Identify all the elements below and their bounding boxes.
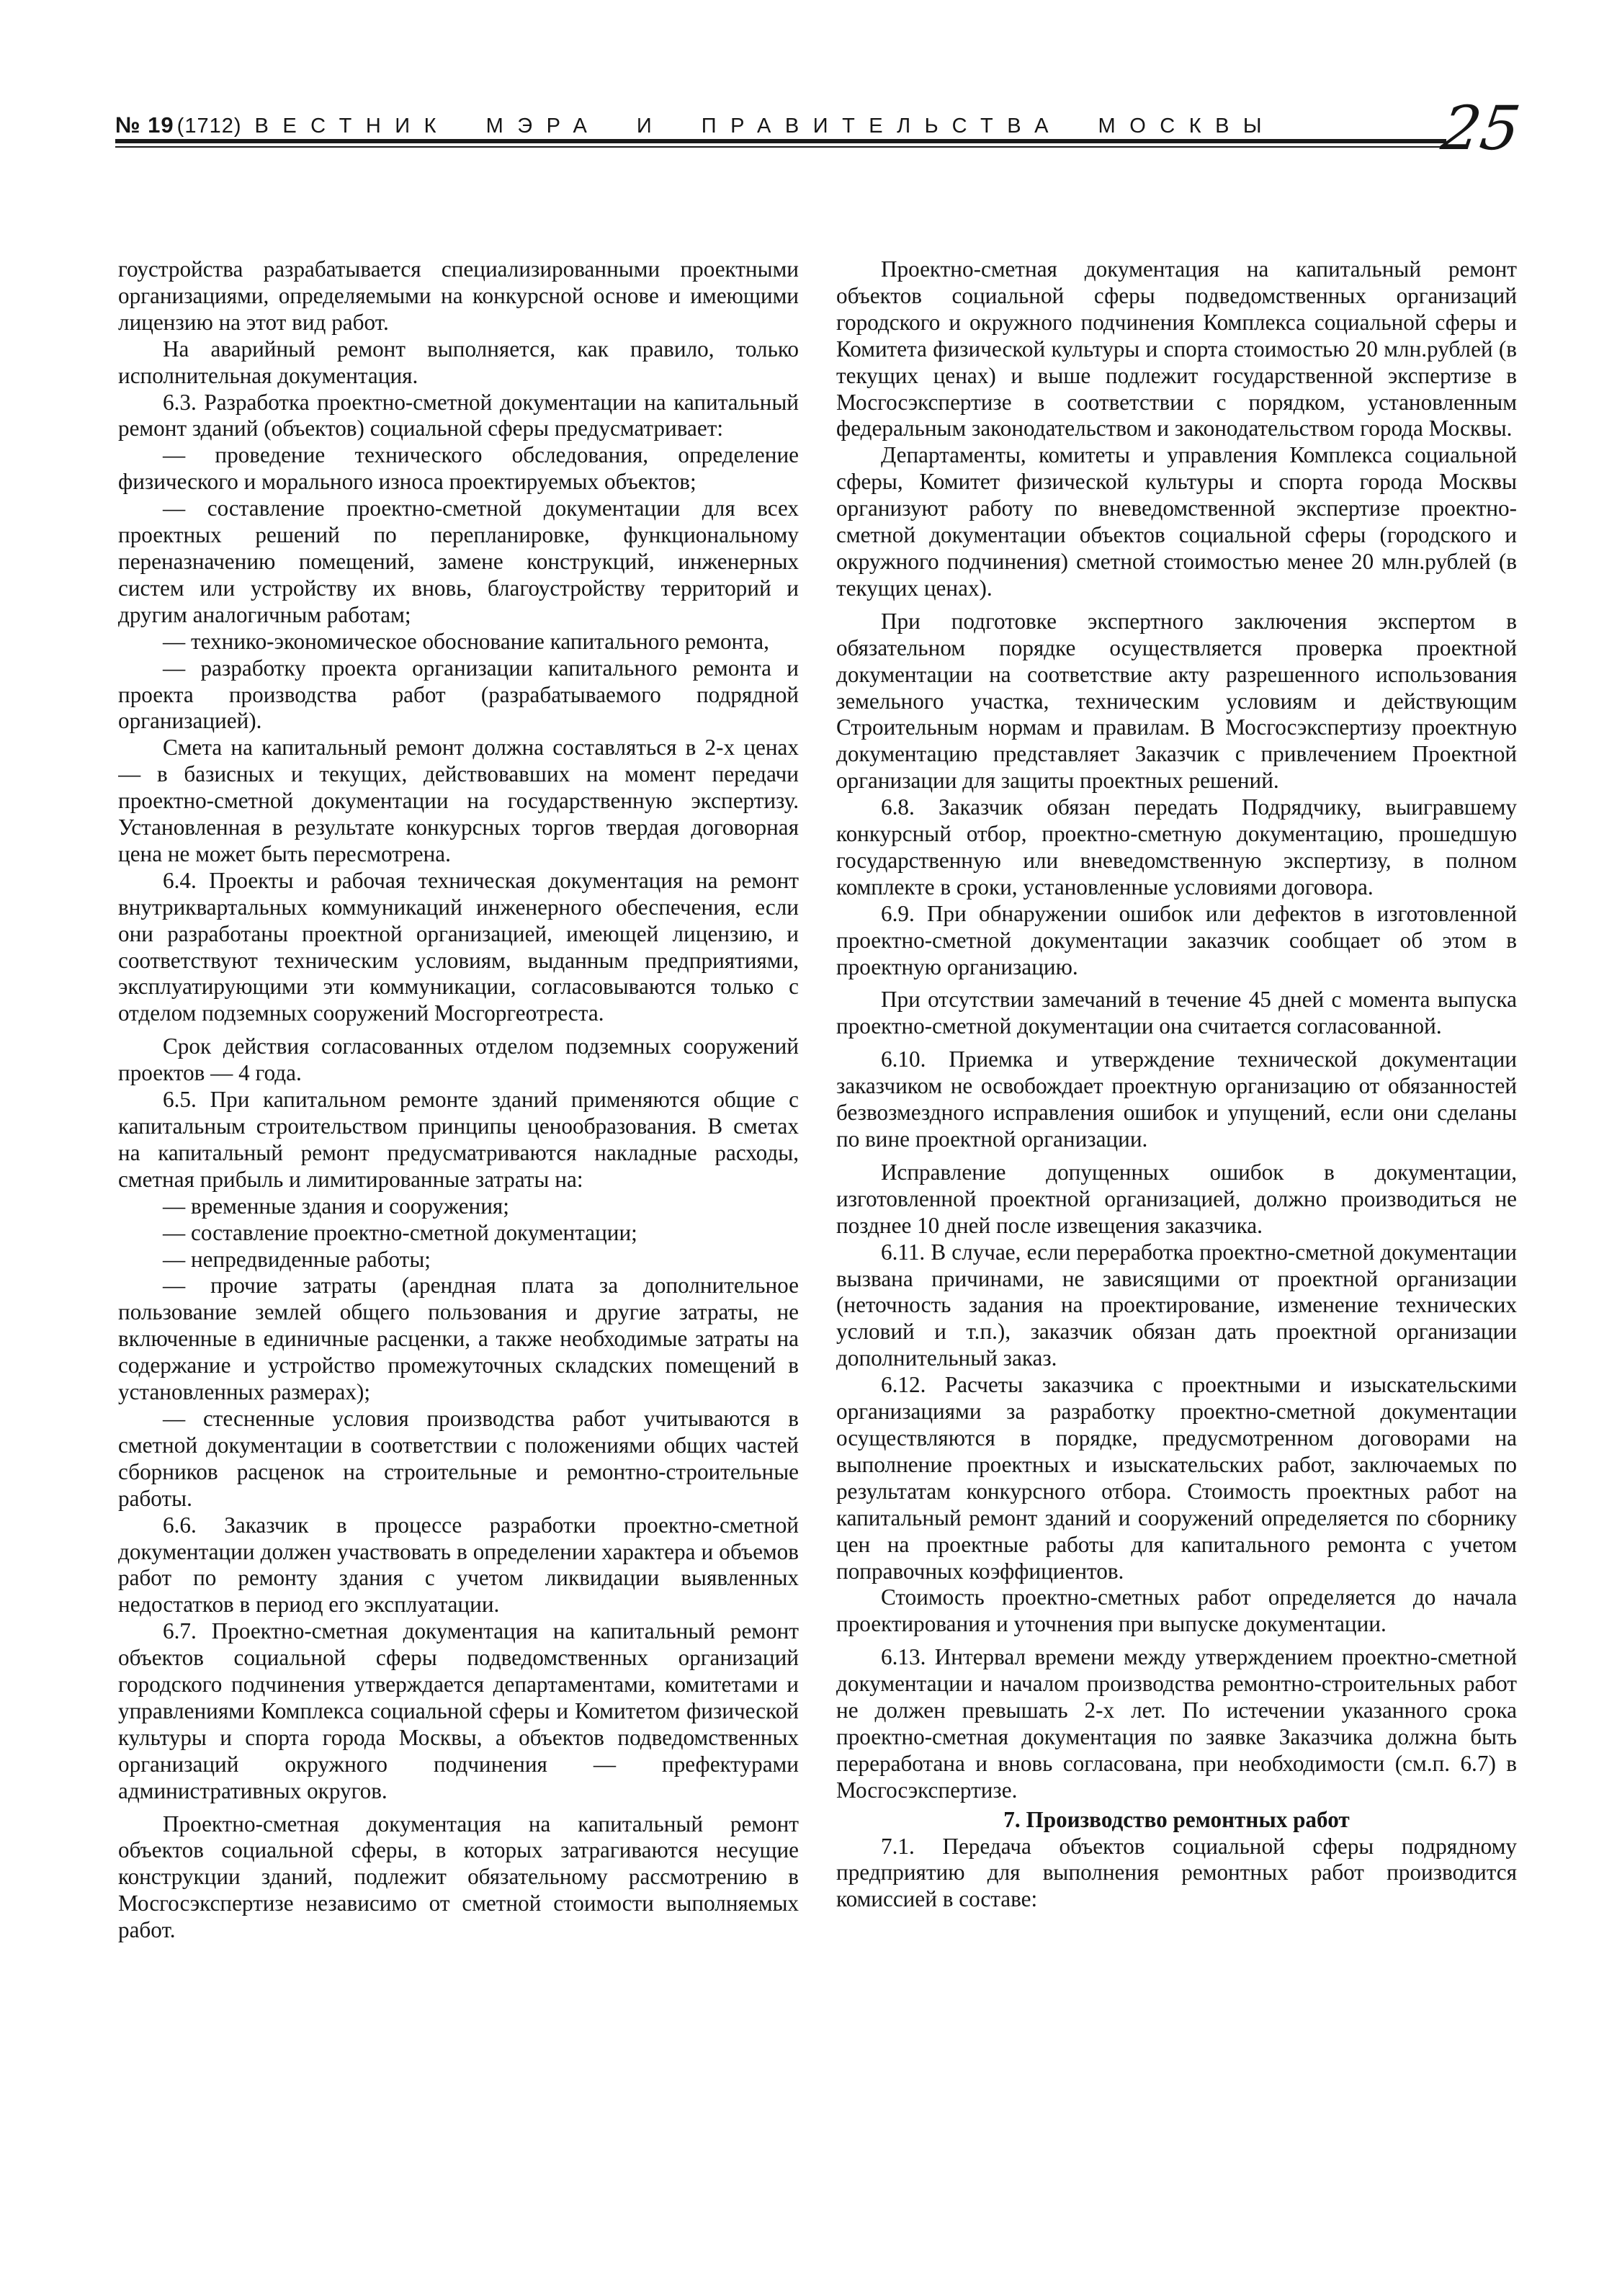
list-item: — составление проектно-сметной документации для всех проектных решений по перепланировке, функциональному переназначению помещений, замене конструкций, инженерных систем или устройству их вновь, благоустройству территорий и другим аналогичным работам; (118, 495, 799, 627)
issue-number: № 19 (115, 112, 174, 138)
list-item: — стесненные условия производства работ учитываются в сметной документации в соответствии с положениями общих частей сборников расценок на строительные и ремонтно-строительные работы. (118, 1405, 799, 1511)
paragraph: 6.10. Приемка и утверждение технической документации заказчиком не освобождает проектную организацию от обязанностей безвозмездного исправления ошибок и упущений, если они сделаны по вине проектной организации. (836, 1046, 1517, 1152)
list-item: — разработку проекта организации капитального ремонта и проекта производства работ (разрабатываемого подрядной организацией). (118, 655, 799, 734)
paragraph: 6.3. Разработка проектно-сметной документации на капитальный ремонт зданий (объектов) социальной сферы предусматривает: (118, 389, 799, 441)
header-rule (115, 139, 1446, 143)
list-item: — прочие затраты (арендная плата за дополнительное пользование землей общего пользования и другие затраты, не включенные в единичные расценки, а также необходимые затраты на содержание и устройство промежуточных складских помещений в установленных размерах); (118, 1273, 799, 1405)
paragraph: На аварийный ремонт выполняется, как правило, только исполнительная документация. (118, 336, 799, 388)
paragraph: 6.7. Проектно-сметная документация на капитальный ремонт объектов социальной сферы подведомственных организаций городского подчинения утверждается департаментами, комитетами и управлениями Комплекса социальной сферы и Комитетом физической культуры и спорта города Москвы, а объектов подведомственных организаций окружного подчинения — префектурами административных округов. (118, 1618, 799, 1803)
paragraph: гоустройства разрабатывается специализированными проектными организациями, определяемыми на конкурсной основе и имеющими лицензию на этот вид работ. (118, 256, 799, 335)
list-item: — временные здания и сооружения; (163, 1193, 509, 1219)
issue-sequence: (1712) (176, 115, 242, 138)
paragraph: 6.6. Заказчик в процессе разработки проектно-сметной документации должен участвовать в определении характера и объемов работ по ремонту здания с учетом ликвидации выявленных недостатков в период его эксплуатации. (118, 1512, 799, 1618)
journal-title: ВЕСТНИК МЭРА И ПРАВИТЕЛЬСТВА МОСКВЫ (254, 115, 1276, 138)
paragraph: 6.12. Расчеты заказчика с проектными и изыскательскими организациями за разработку проектно-сметной документации осуществляются в порядке, предусмотренном договорами на выполнение проектных и изыскательских работ, заключаемых по результатам конкурсного отбора. Стоимость проектных работ на капитальный ремонт зданий и сооружений определяется по сборнику цен на проектные работы для капитального ремонта с учетом поправочных коэффициентов. (836, 1372, 1517, 1584)
paragraph: Департаменты, комитеты и управления Комплекса социальной сферы, Комитет физической культуры и спорта города Москвы организуют работу по вневедомственной экспертизе проектно-сметной документации объектов социальной сферы (городского и окружного подчинения) сметной стоимостью менее 20 млн.рублей (в текущих ценах). (836, 442, 1517, 601)
paragraph: 6.8. Заказчик обязан передать Подрядчику, выигравшему конкурсный отбор, проектно-сметную документацию, прошедшую государственную или вневедомственную экспертизу, в полном комплекте в сроки, установленные условиями договора. (836, 794, 1517, 900)
right-column (836, 256, 1517, 2215)
header-rule-thin (115, 146, 1446, 148)
list-item: — непредвиденные работы; (163, 1246, 431, 1272)
left-column (118, 256, 799, 2215)
paragraph: 6.5. При капитальном ремонте зданий применяются общие с капитальным строительством принципы ценообразования. В сметах на капитальный ремонт предусматриваются накладные расходы, сметная прибыль и лимитированные затраты на: (118, 1087, 799, 1192)
paragraph: 6.11. В случае, если переработка проектно-сметной документации вызвана причинами, не зависящими от проектной организации (неточность задания на проектирование, изменение технических условий и т.п.), заказчик обязан дать проектной организации дополнительный заказ. (836, 1239, 1517, 1371)
paragraph: Смета на капитальный ремонт должна составляться в 2-х ценах — в базисных и текущих, действовавших на момент передачи проектно-сметной документации на государственную экспертизу. Установленная в результате конкурсных торгов твердая договорная цена не может быть пересмотрена. (118, 735, 799, 866)
paragraph: 7.1. Передача объектов социальной сферы подрядному предприятию для выполнения ремонтных работ производится комиссией в составе: (836, 1833, 1517, 1912)
paragraph: Срок действия согласованных отделом подземных сооружений проектов — 4 года. (118, 1033, 799, 1086)
paragraph: Проектно-сметная документация на капитальный ремонт объектов социальной сферы подведомственных организаций городского и окружного подчинения Комплекса социальной сферы и Комитета физической культуры и спорта стоимостью 20 млн.рублей (в текущих ценах) и выше подлежит государственной экспертизе в Мосгосэкспертизе в соответствии с порядком, установленным федеральным законодательством и законодательством города Москвы. (836, 256, 1517, 441)
paragraph: Исправление допущенных ошибок в документации, изготовленной проектной организацией, должно производиться не позднее 10 дней после извещения заказчика. (836, 1159, 1517, 1238)
paragraph: Стоимость проектно-сметных работ определяется до начала проектирования и уточнения при выпуске документации. (836, 1584, 1517, 1637)
paragraph: При отсутствии замечаний в течение 45 дней с момента выпуска проектно-сметной документации она считается согласованной. (836, 987, 1517, 1039)
paragraph: 6.9. При обнаружении ошибок или дефектов в изготовленной проектно-сметной документации заказчик сообщает об этом в проектную организацию. (836, 900, 1517, 979)
section-heading: 7. Производство ремонтных работ (1003, 1806, 1350, 1832)
list-item: — составление проектно-сметной документации; (163, 1219, 637, 1245)
list-item: — технико-экономическое обоснование капитального ремонта, (163, 628, 769, 654)
paragraph: При подготовке экспертного заключения экспертом в обязательном порядке осуществляется проверка проектной документации на соответствие акту разрешенного использования земельного участка, техническим условиям и действующим Строительным нормам и правилам. В Мосгосэкспертизу проектную документацию представляет Заказчик с привлечением Проектной организации для защиты проектных решений. (836, 608, 1517, 794)
page-number: 25 (1437, 93, 1525, 163)
masthead (115, 107, 1296, 138)
paragraph: Проектно-сметная документация на капитальный ремонт объектов социальной сферы, в которых затрагиваются несущие конструкции зданий, подлежит обязательному рассмотрению в Мосгосэкспертизе независимо от сметной стоимости выполняемых работ. (118, 1811, 799, 1943)
paragraph: 6.4. Проекты и рабочая техническая документация на ремонт внутриквартальных коммуникаций инженерного обеспечения, если они разработаны проектной организацией, имеющей лицензию, и соответствуют техническим условиям, выданным предприятиями, эксплуатирующими эти коммуникации, согласовываются только с отделом подземных сооружений Мосгоргеотреста. (118, 867, 799, 1026)
paragraph: 6.13. Интервал времени между утверждением проектно-сметной документации и началом производства ремонтно-строительных работ не должен превышать 2-х лет. По истечении указанного срока проектно-сметная документация по заявке Заказчика должна быть переработана и вновь согласована, при необходимости (см.п. 6.7) в Мосгосэкспертизе. (836, 1644, 1517, 1803)
list-item: — проведение технического обследования, определение физического и морального износа проектируемых объектов; (118, 442, 799, 495)
